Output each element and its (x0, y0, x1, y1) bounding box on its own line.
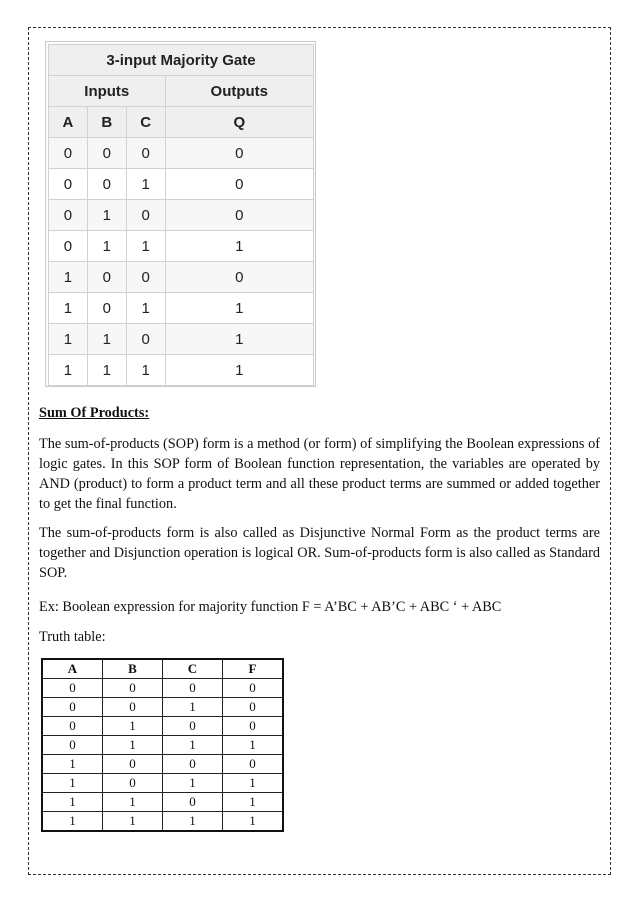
truth-table-row-cell: 0 (223, 679, 284, 698)
majority-table-row (49, 169, 314, 200)
majority-table-row-cell: 1 (87, 355, 126, 386)
sop-paragraph-1: The sum-of-products (SOP) form is a method (or form) of simplifying the Boolean expressions of logic gates. In this SOP form of Boolean function representation, the variables are operated by AND (product) to form a product term and all these product terms are summed or added together to get the final function. (39, 436, 600, 512)
majority-table-row (49, 262, 314, 293)
outputs-header: Outputs (165, 76, 313, 107)
truth-table-row-cell: 0 (223, 755, 284, 774)
truth-table (41, 658, 284, 832)
truth-table-row-cell: 0 (42, 679, 103, 698)
truth-table-row-cell: 0 (42, 736, 103, 755)
truth-table-row-cell: 0 (103, 774, 163, 793)
majority-table-row-cell: 0 (49, 169, 88, 200)
sop-paragraph-2: The sum-of-products form is also called as Disjunctive Normal Form as the product terms are together and Disjunction operation is logical OR. Sum-of-products form is also called as Standard SOP. (39, 525, 600, 581)
majority-table-row-cell: 1 (126, 355, 165, 386)
inputs-header: Inputs (49, 76, 166, 107)
majority-table-row-cell: 1 (126, 293, 165, 324)
majority-table-row-cell: 0 (49, 231, 88, 262)
truth-table-row-cell: 0 (163, 793, 223, 812)
truth-table-row-cell: 0 (103, 679, 163, 698)
majority-table-row-cell: 1 (87, 231, 126, 262)
tt-header-f: F (223, 659, 284, 679)
truth-table-row (42, 774, 283, 793)
column-header-a: A (49, 107, 88, 138)
truth-table-row-cell: 1 (163, 698, 223, 717)
truth-table-row-cell: 0 (103, 755, 163, 774)
majority-gate-table-image (45, 41, 316, 387)
majority-table-row (49, 231, 314, 262)
truth-table-row-cell: 0 (163, 717, 223, 736)
majority-table-row-cell: 0 (87, 138, 126, 169)
truth-table-row-cell: 0 (163, 755, 223, 774)
majority-table-row-cell: 1 (165, 293, 313, 324)
majority-table-row-cell: 1 (126, 231, 165, 262)
truth-table-row-cell: 1 (103, 717, 163, 736)
truth-table-row (42, 698, 283, 717)
majority-table-row (49, 324, 314, 355)
truth-table-row-cell: 1 (42, 755, 103, 774)
truth-table-body (42, 679, 283, 832)
majority-table-row (49, 355, 314, 386)
truth-table-row-cell: 1 (42, 774, 103, 793)
truth-table-row-cell: 1 (223, 774, 284, 793)
truth-table-row (42, 755, 283, 774)
majority-table-row-cell: 0 (87, 169, 126, 200)
majority-table-row-cell: 0 (49, 200, 88, 231)
majority-table-row-cell: 1 (49, 293, 88, 324)
majority-table-row (49, 293, 314, 324)
majority-table-row-cell: 1 (49, 324, 88, 355)
majority-table-row-cell: 0 (165, 169, 313, 200)
truth-table-row-cell: 1 (163, 736, 223, 755)
tt-header-a: A (42, 659, 103, 679)
majority-table-row (49, 200, 314, 231)
majority-table-row-cell: 0 (126, 262, 165, 293)
truth-table-row (42, 812, 283, 832)
majority-table-row-cell: 0 (126, 324, 165, 355)
majority-gate-table (48, 44, 314, 386)
majority-table-body (49, 138, 314, 386)
truth-table-row-cell: 1 (103, 736, 163, 755)
majority-table-row-cell: 1 (87, 324, 126, 355)
majority-table-row-cell: 1 (49, 355, 88, 386)
truth-table-row-cell: 0 (42, 698, 103, 717)
section-heading: Sum Of Products: (39, 405, 150, 421)
tt-header-c: C (163, 659, 223, 679)
majority-table-row-cell: 1 (165, 355, 313, 386)
column-header-b: B (87, 107, 126, 138)
majority-table-row-cell: 1 (165, 324, 313, 355)
majority-table-row-cell: 0 (165, 200, 313, 231)
truth-table-label: Truth table: (39, 629, 106, 645)
truth-table-row-cell: 0 (223, 698, 284, 717)
majority-table-row-cell: 0 (49, 138, 88, 169)
truth-table-row-cell: 1 (223, 812, 284, 832)
truth-table-row-cell: 0 (42, 717, 103, 736)
truth-table-row-cell: 1 (103, 793, 163, 812)
truth-table-row-cell: 1 (223, 793, 284, 812)
majority-table-title: 3-input Majority Gate (49, 45, 314, 76)
truth-table-row-cell: 1 (163, 774, 223, 793)
column-header-q: Q (165, 107, 313, 138)
majority-table-row-cell: 1 (126, 169, 165, 200)
majority-table-row-cell: 1 (49, 262, 88, 293)
majority-table-row-cell: 0 (165, 262, 313, 293)
truth-table-row (42, 736, 283, 755)
majority-table-row-cell: 0 (165, 138, 313, 169)
truth-table-row-cell: 0 (163, 679, 223, 698)
example-expression: Ex: Boolean expression for majority function F = A’BC + AB’C + ABC ‘ + ABC (39, 599, 502, 615)
truth-table-row-cell: 1 (42, 812, 103, 832)
majority-table-row-cell: 0 (126, 138, 165, 169)
truth-table-row-cell: 1 (42, 793, 103, 812)
column-header-c: C (126, 107, 165, 138)
tt-header-b: B (103, 659, 163, 679)
truth-table-row-cell: 0 (103, 698, 163, 717)
truth-table-row-cell: 1 (103, 812, 163, 832)
majority-table-row-cell: 1 (87, 200, 126, 231)
majority-table-row-cell: 0 (87, 262, 126, 293)
truth-table-row-cell: 1 (163, 812, 223, 832)
truth-table-row (42, 717, 283, 736)
majority-table-row-cell: 0 (87, 293, 126, 324)
truth-table-row (42, 679, 283, 698)
majority-table-row-cell: 1 (165, 231, 313, 262)
truth-table-row-cell: 0 (223, 717, 284, 736)
majority-table-row (49, 138, 314, 169)
truth-table-row (42, 793, 283, 812)
truth-table-row-cell: 1 (223, 736, 284, 755)
majority-table-row-cell: 0 (126, 200, 165, 231)
